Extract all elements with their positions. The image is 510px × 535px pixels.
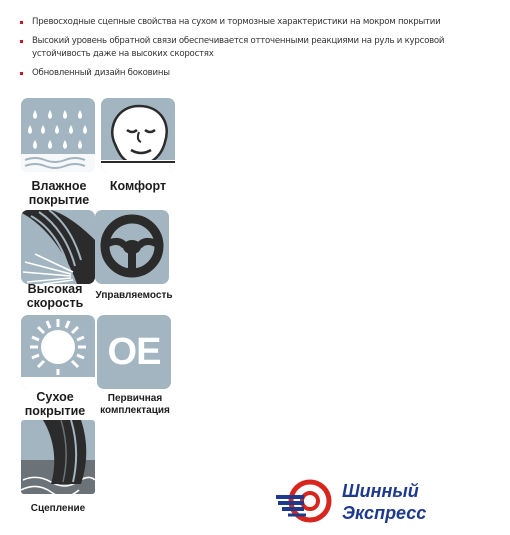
- rain-drops-icon: [21, 98, 95, 172]
- wet-caption: [16, 179, 102, 207]
- tire-grip-icon: [21, 420, 95, 494]
- speed-caption: [16, 282, 94, 310]
- handling-caption: Управляемость: [95, 290, 173, 301]
- comfort-caption: Комфорт: [109, 179, 167, 193]
- smiling-face-icon: [101, 98, 175, 172]
- feature-item: Высокий уровень обратной связи обеспечивается отточенными реакциями на руль и курсовой устойчивость даже на высоких скоростях: [20, 35, 500, 61]
- tire-speed-icon: [21, 210, 95, 284]
- dry-caption-line: Сухое: [36, 390, 74, 404]
- oe-caption-line: комплектация: [100, 405, 170, 416]
- oe-badge-icon: [97, 315, 171, 389]
- oe-caption-line: Первичная: [107, 393, 163, 404]
- logo-line-2: Экспресс: [342, 503, 427, 523]
- speed-caption-line: скорость: [26, 296, 84, 310]
- feature-item: Превосходные сцепные свойства на сухом и тормозные характеристики на мокром покрытии: [20, 16, 500, 29]
- oe-caption: [91, 393, 179, 417]
- shinny-express-logo[interactable]: [274, 479, 444, 525]
- logo-swoosh-icon: [274, 479, 338, 525]
- sun-icon: [21, 315, 95, 389]
- feature-list: [20, 16, 500, 86]
- logo-line-1: Шинный: [342, 481, 419, 501]
- steering-wheel-icon: [95, 210, 169, 284]
- oe-badge-text: OE: [107, 331, 161, 373]
- speed-caption-line: Высокая: [27, 282, 83, 296]
- grip-caption: Сцепление: [30, 503, 86, 514]
- dry-caption-line: покрытие: [24, 404, 86, 418]
- wet-caption-line: покрытие: [28, 193, 90, 207]
- dry-caption: [16, 390, 94, 418]
- feature-item: Обновленный дизайн боковины: [20, 67, 500, 80]
- wet-caption-line: Влажное: [31, 179, 87, 193]
